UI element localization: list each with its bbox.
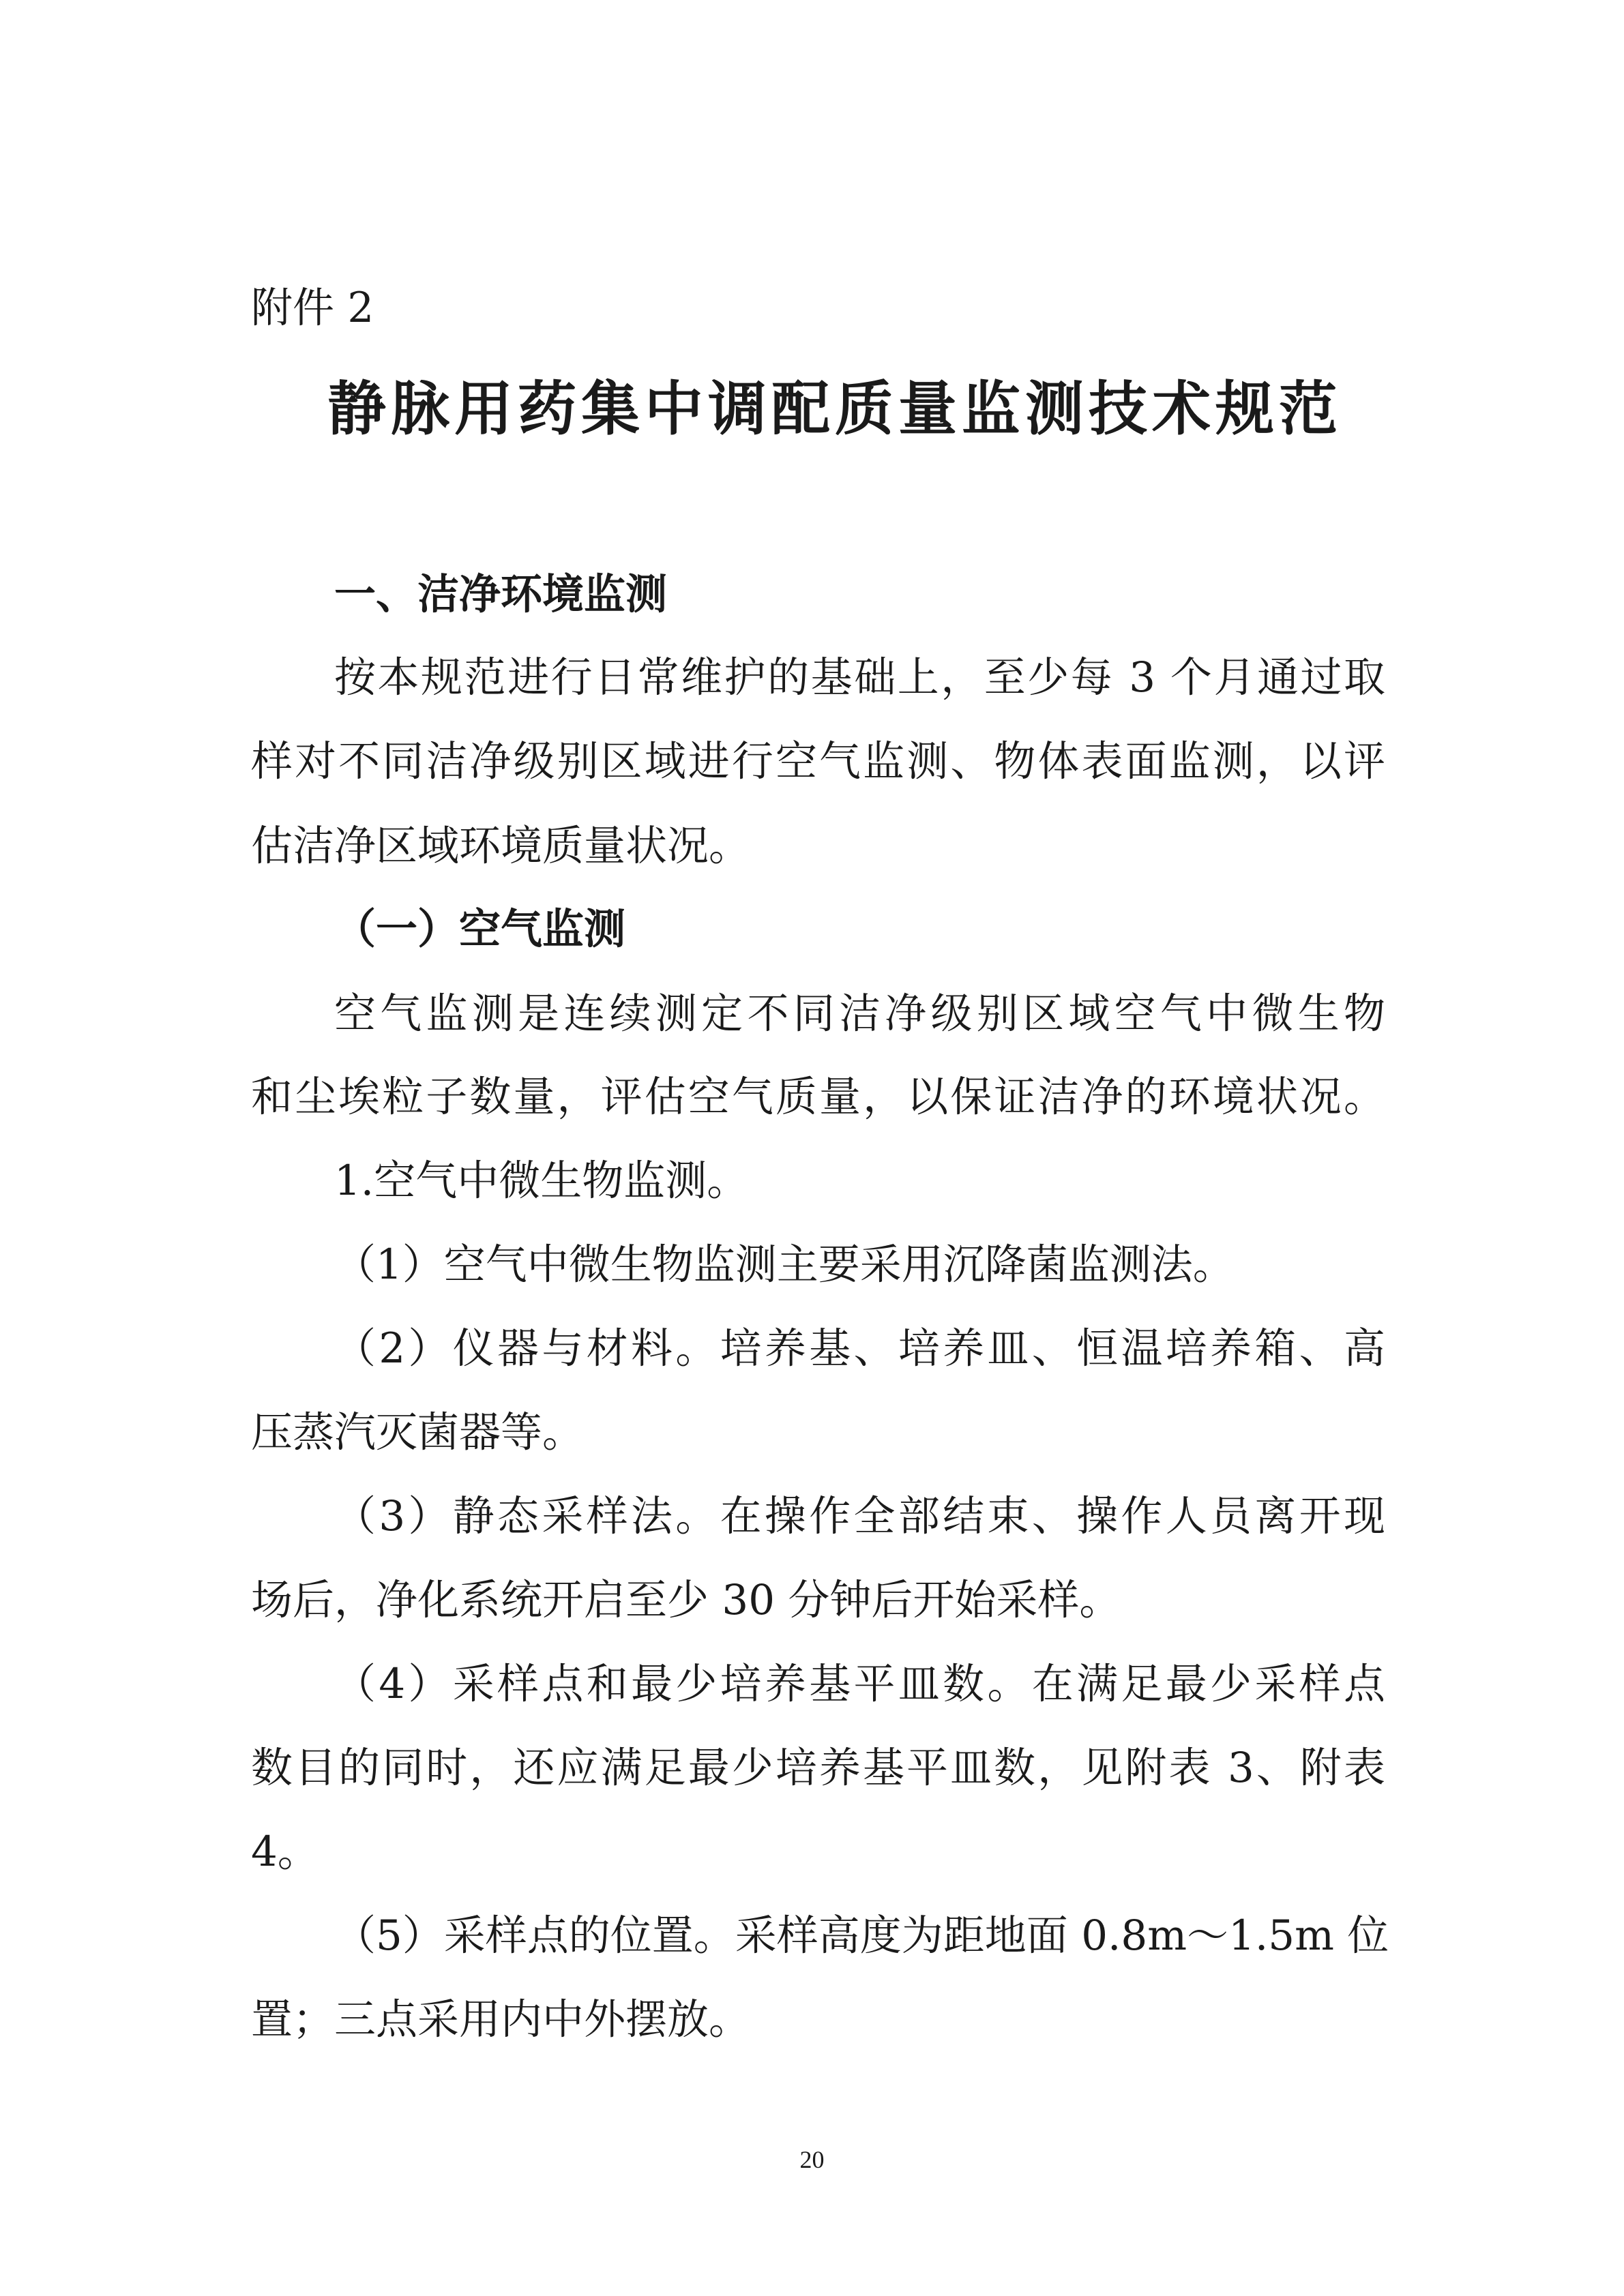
paragraph-line: 场后，净化系统开启至少 30 分钟后开始采样。 bbox=[251, 1576, 1121, 1624]
paragraph-line: 置；三点采用内中外摆放。 bbox=[251, 1995, 751, 2044]
attachment-label: 附件 2 bbox=[251, 284, 374, 332]
page-title: 静脉用药集中调配质量监测技术规范 bbox=[327, 375, 1342, 443]
paragraph-line: 样对不同洁净级别区域进行空气监测、物体表面监测，以评 bbox=[251, 737, 1385, 786]
paragraph-line: 4。 bbox=[251, 1828, 319, 1876]
section-heading: 一、洁净环境监测 bbox=[334, 570, 668, 618]
paragraph-line: （3）静态采样法。在操作全部结束、操作人员离开现 bbox=[334, 1492, 1385, 1540]
paragraph-line: 数目的同时，还应满足最少培养基平皿数，见附表 3、附表 bbox=[251, 1744, 1385, 1792]
page-number: 20 bbox=[799, 2146, 825, 2173]
paragraph-line: 按本规范进行日常维护的基础上，至少每 3 个月通过取 bbox=[334, 653, 1385, 702]
paragraph-line: 和尘埃粒子数量，评估空气质量，以保证洁净的环境状况。 bbox=[251, 1073, 1385, 1121]
paragraph-line: 估洁净区域环境质量状况。 bbox=[251, 822, 751, 870]
subsection-heading: （一）空气监测 bbox=[334, 905, 626, 953]
item-heading: 1.空气中微生物监测。 bbox=[334, 1157, 749, 1205]
paragraph-line: （2）仪器与材料。培养基、培养皿、恒温培养箱、高 bbox=[334, 1324, 1385, 1373]
paragraph-line: （4）采样点和最少培养基平皿数。在满足最少采样点 bbox=[334, 1660, 1385, 1708]
paragraph-line: （1）空气中微生物监测主要采用沉降菌监测法。 bbox=[334, 1240, 1235, 1289]
paragraph-line: （5）采样点的位置。采样高度为距地面 0.8m～1.5m 位 bbox=[334, 1911, 1389, 1960]
paragraph-line: 空气监测是连续测定不同洁净级别区域空气中微生物 bbox=[334, 989, 1385, 1038]
paragraph-line: 压蒸汽灭菌器等。 bbox=[251, 1408, 585, 1457]
